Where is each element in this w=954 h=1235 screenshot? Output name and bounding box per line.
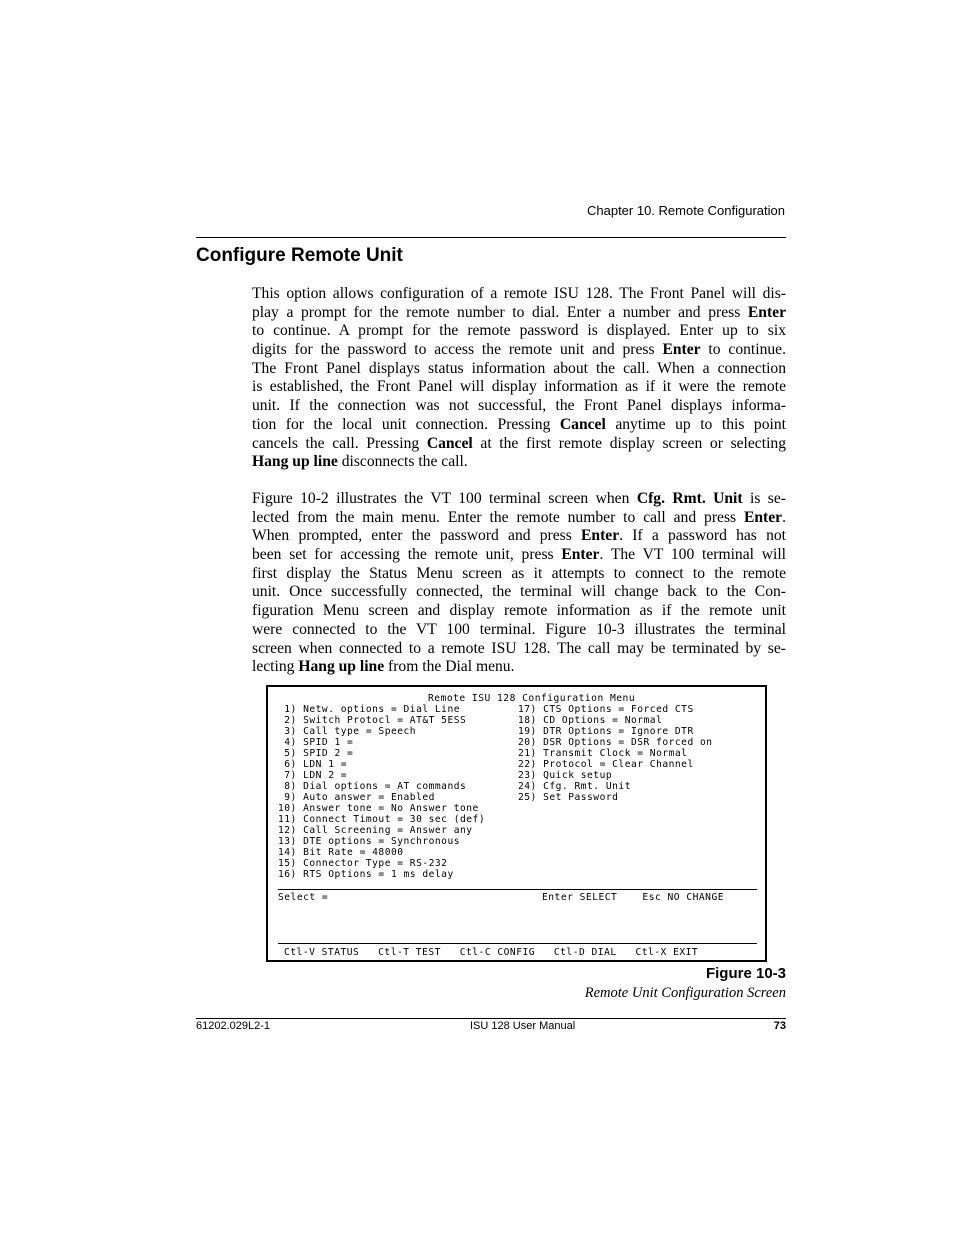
menu-item: 9) Auto answer = Enabled: [278, 792, 435, 803]
figure-caption: Remote Unit Configuration Screen: [584, 985, 786, 1001]
text-run: play a prompt for the remote number to dial. Enter a number and press: [252, 303, 748, 321]
bold-term: Cancel: [559, 415, 606, 433]
menu-item: 2) Switch Protocl = AT&T 5ESS: [278, 715, 467, 726]
text-run: The Front Panel displays status information about the call. When a connection: [252, 359, 786, 377]
text-run: to continue.: [700, 341, 786, 359]
text-run: lected from the main menu. Enter the remote number to call and press: [252, 508, 744, 526]
paragraph-1: [252, 285, 786, 472]
text-line: [252, 509, 786, 528]
text-run: Figure 10-2 illustrates the VT 100 terminal screen when: [252, 490, 637, 507]
text-line: [252, 304, 786, 323]
bold-term: Enter: [747, 303, 786, 321]
menu-column-left: [278, 704, 485, 880]
terminal-screen-figure: [266, 685, 767, 962]
text-line: [252, 640, 786, 659]
menu-item: 23) Quick setup: [518, 770, 613, 781]
menu-item: 10) Answer tone = No Answer tone: [278, 803, 479, 814]
text-line: [252, 322, 786, 341]
menu-item: 4) SPID 1 =: [278, 737, 354, 748]
menu-item: 1) Netw. options = Dial Line: [278, 704, 461, 715]
bold-term: Enter: [581, 527, 620, 545]
menu-item: 3) Call type = Speech: [278, 726, 417, 737]
menu-item: 11) Connect Timout = 30 sec (def): [278, 814, 486, 825]
text-run: from the Dial menu.: [384, 658, 515, 676]
menu-item: 18) CD Options = Normal: [518, 715, 663, 726]
menu-item: 21) Transmit Clock = Normal: [518, 748, 688, 759]
text-line: [252, 416, 786, 435]
text-run: tion for the local unit connection. Pressing: [252, 415, 560, 433]
text-run: is established, the Front Panel will display information as if it were the remote: [252, 378, 786, 396]
text-line: [252, 285, 786, 304]
text-line: [252, 565, 786, 584]
select-prompt: Select =: [278, 892, 329, 903]
header-rule: [196, 237, 786, 238]
bold-term: Enter: [662, 341, 701, 359]
text-line: [252, 378, 786, 397]
menu-item: 13) DTE options = Synchronous: [278, 836, 461, 847]
terminal-title: Remote ISU 128 Configuration Menu: [428, 693, 636, 704]
text-line: [252, 397, 786, 416]
bold-term: Hang up line: [252, 453, 338, 471]
text-run: digits for the password to access the remote unit and press: [252, 341, 663, 359]
text-run: unit. Once successfully connected, the terminal will change back to the Con-: [252, 583, 786, 601]
text-line: [252, 435, 786, 454]
menu-item: 20) DSR Options = DSR forced on: [518, 737, 713, 748]
text-line: [252, 527, 786, 546]
text-line: [252, 583, 786, 602]
text-line: [252, 602, 786, 621]
text-run: to continue. A prompt for the remote password is displayed. Enter up to six: [252, 322, 786, 340]
menu-item: 7) LDN 2 =: [278, 770, 348, 781]
text-run: at the first remote display screen or selecting: [472, 434, 786, 452]
text-run: This option allows configuration of a remote ISU 128. The Front Panel will dis-: [252, 285, 786, 302]
text-run: is se-: [742, 490, 786, 507]
text-run: first display the Status Menu screen as it attempts to connect to the remote: [252, 564, 786, 582]
bold-term: Enter: [743, 508, 783, 526]
menu-item: 12) Call Screening = Answer any: [278, 825, 473, 836]
text-line: [252, 453, 786, 472]
page-number: 73: [773, 1020, 786, 1032]
paragraph-2: [252, 490, 786, 677]
section-title: Configure Remote Unit: [196, 245, 403, 266]
menu-item: 19) DTR Options = Ignore DTR: [518, 726, 694, 737]
text-run: . The VT 100 terminal will: [599, 546, 786, 564]
menu-item: 22) Protocol = Clear Channel: [518, 759, 694, 770]
bold-term: Hang up line: [298, 658, 385, 676]
text-line: [252, 658, 786, 677]
text-line: [252, 360, 786, 379]
text-line: [252, 546, 786, 565]
text-run: .: [782, 508, 786, 526]
bold-term: Cfg. Rmt. Unit: [636, 490, 743, 507]
terminal-separator: [278, 889, 757, 890]
bold-term: Cancel: [426, 434, 473, 452]
menu-item: 16) RTS Options = 1 ms delay: [278, 869, 454, 880]
text-run: When prompted, enter the password and press: [252, 527, 582, 545]
menu-item: 15) Connector Type = RS-232: [278, 858, 448, 869]
text-line: [252, 621, 786, 640]
text-run: anytime up to this point: [605, 415, 786, 433]
text-run: . If a password has not: [619, 527, 786, 545]
figure-label: Figure 10-3: [705, 965, 786, 982]
text-run: figuration Menu screen and display remote information as if the remote unit: [252, 602, 786, 620]
menu-item: 8) Dial options = AT commands: [278, 781, 467, 792]
menu-item: 24) Cfg. Rmt. Unit: [518, 781, 631, 792]
footer-rule: [196, 1018, 786, 1019]
text-run: cancels the call. Pressing: [252, 434, 427, 452]
text-run: unit. If the connection was not successful, the Front Panel displays informa-: [252, 397, 786, 415]
text-run: lecting: [252, 658, 299, 676]
text-run: been set for accessing the remote unit, press: [252, 546, 562, 564]
terminal-separator: [278, 943, 757, 944]
text-run: were connected to the VT 100 terminal. Figure 10-3 illustrates the terminal: [252, 620, 786, 638]
text-line: [252, 341, 786, 360]
menu-item: 14) Bit Rate = 48000: [278, 847, 404, 858]
text-run: screen when connected to a remote ISU 128. The call may be terminated by se-: [252, 639, 786, 657]
menu-item: 25) Set Password: [518, 792, 619, 803]
key-hints: Enter SELECT Esc NO CHANGE: [542, 892, 725, 903]
bold-term: Enter: [561, 546, 600, 564]
menu-item: 6) LDN 1 =: [278, 759, 348, 770]
chapter-header: Chapter 10. Remote Configuration: [586, 203, 785, 218]
document-number: 61202.029L2-1: [196, 1020, 271, 1032]
menu-item: 17) CTS Options = Forced CTS: [518, 704, 694, 715]
terminal-footer-keys: Ctl-V STATUS Ctl-T TEST Ctl-C CONFIG Ctl-D DIAL Ctl-X EXIT: [284, 947, 699, 958]
menu-column-right: [518, 704, 713, 803]
menu-item: 5) SPID 2 =: [278, 748, 354, 759]
text-run: disconnects the call.: [337, 453, 468, 471]
text-line: [252, 490, 786, 509]
manual-title: ISU 128 User Manual: [470, 1020, 576, 1032]
